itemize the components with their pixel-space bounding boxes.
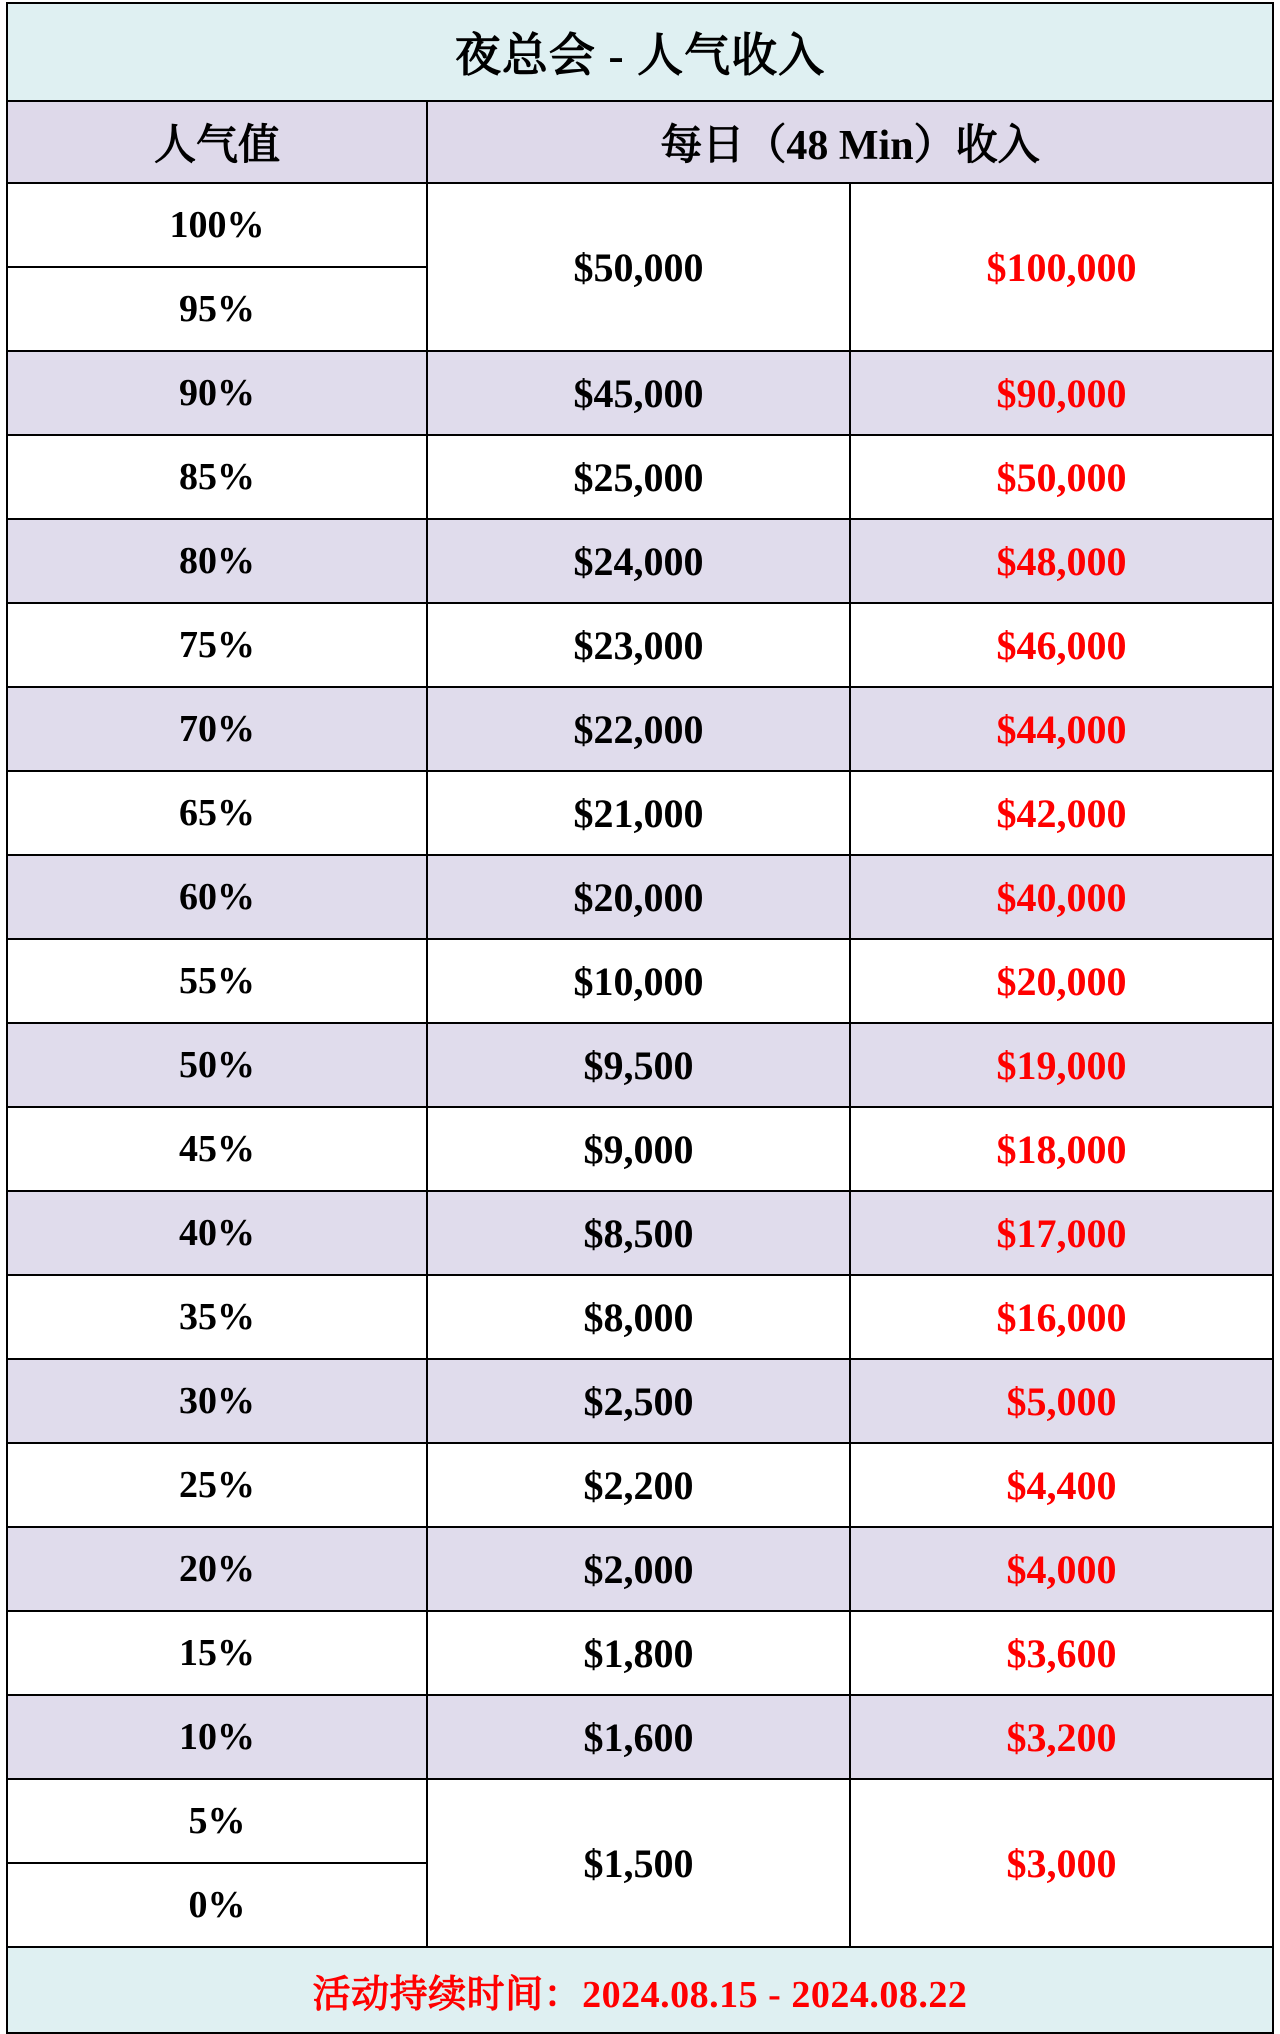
- table-row: [7, 1527, 1273, 1611]
- double-value: $50,000: [850, 435, 1273, 519]
- daily-value: $45,000: [427, 351, 850, 435]
- double-value: $40,000: [850, 855, 1273, 939]
- table-row: [7, 771, 1273, 855]
- table-row: [7, 1107, 1273, 1191]
- double-value: $3,600: [850, 1611, 1273, 1695]
- popularity-value: 50%: [7, 1023, 427, 1107]
- footer-row: [7, 1947, 1273, 2033]
- popularity-value: 40%: [7, 1191, 427, 1275]
- popularity-value: 30%: [7, 1359, 427, 1443]
- column-header-popularity: 人气值: [7, 101, 427, 183]
- popularity-value: 10%: [7, 1695, 427, 1779]
- double-value: $48,000: [850, 519, 1273, 603]
- double-value: $5,000: [850, 1359, 1273, 1443]
- popularity-value: 20%: [7, 1527, 427, 1611]
- nightclub-income-sheet: [0, 2, 1280, 2034]
- popularity-value: 75%: [7, 603, 427, 687]
- daily-value: $23,000: [427, 603, 850, 687]
- popularity-value: 95%: [7, 267, 427, 351]
- double-value: $90,000: [850, 351, 1273, 435]
- popularity-value: 15%: [7, 1611, 427, 1695]
- table-row: [7, 1191, 1273, 1275]
- popularity-value: 100%: [7, 183, 427, 267]
- table-row: [7, 1275, 1273, 1359]
- table-row: [7, 1695, 1273, 1779]
- daily-value: $8,000: [427, 1275, 850, 1359]
- double-value: $16,000: [850, 1275, 1273, 1359]
- column-header-daily: 每日（48 Min）收入: [427, 101, 1273, 183]
- popularity-value: 45%: [7, 1107, 427, 1191]
- daily-value: $2,200: [427, 1443, 850, 1527]
- daily-value: $2,000: [427, 1527, 850, 1611]
- daily-value: $50,000: [427, 183, 850, 351]
- table-row: [7, 1359, 1273, 1443]
- table-row: [7, 183, 1273, 267]
- popularity-value: 35%: [7, 1275, 427, 1359]
- daily-value: $22,000: [427, 687, 850, 771]
- double-value: $19,000: [850, 1023, 1273, 1107]
- popularity-value: 70%: [7, 687, 427, 771]
- popularity-value: 80%: [7, 519, 427, 603]
- table-row: [7, 939, 1273, 1023]
- double-value: $4,000: [850, 1527, 1273, 1611]
- table-row: [7, 1443, 1273, 1527]
- daily-value: $25,000: [427, 435, 850, 519]
- popularity-value: 85%: [7, 435, 427, 519]
- header-row: [7, 101, 1273, 183]
- page-title: 夜总会 - 人气收入: [7, 3, 1273, 101]
- double-value: $18,000: [850, 1107, 1273, 1191]
- table-row: [7, 519, 1273, 603]
- double-value: $17,000: [850, 1191, 1273, 1275]
- table-row: [7, 603, 1273, 687]
- popularity-value: 0%: [7, 1863, 427, 1947]
- table-row: [7, 351, 1273, 435]
- daily-value: $10,000: [427, 939, 850, 1023]
- table-body: [7, 3, 1273, 2033]
- daily-value: $21,000: [427, 771, 850, 855]
- income-table: [6, 2, 1274, 2034]
- daily-value: $8,500: [427, 1191, 850, 1275]
- daily-value: $20,000: [427, 855, 850, 939]
- popularity-value: 55%: [7, 939, 427, 1023]
- popularity-value: 60%: [7, 855, 427, 939]
- popularity-value: 90%: [7, 351, 427, 435]
- table-row: [7, 855, 1273, 939]
- table-row: [7, 1779, 1273, 1863]
- double-value: $3,000: [850, 1779, 1273, 1947]
- double-value: $4,400: [850, 1443, 1273, 1527]
- table-row: [7, 1611, 1273, 1695]
- table-row: [7, 435, 1273, 519]
- popularity-value: 25%: [7, 1443, 427, 1527]
- daily-value: $1,500: [427, 1779, 850, 1947]
- table-row: [7, 687, 1273, 771]
- table-row: [7, 1023, 1273, 1107]
- popularity-value: 5%: [7, 1779, 427, 1863]
- daily-value: $1,600: [427, 1695, 850, 1779]
- title-row: [7, 3, 1273, 101]
- event-duration-note: 活动持续时间：2024.08.15 - 2024.08.22: [7, 1947, 1273, 2033]
- daily-value: $2,500: [427, 1359, 850, 1443]
- daily-value: $1,800: [427, 1611, 850, 1695]
- double-value: $100,000: [850, 183, 1273, 351]
- double-value: $42,000: [850, 771, 1273, 855]
- daily-value: $9,500: [427, 1023, 850, 1107]
- popularity-value: 65%: [7, 771, 427, 855]
- daily-value: $24,000: [427, 519, 850, 603]
- double-value: $20,000: [850, 939, 1273, 1023]
- daily-value: $9,000: [427, 1107, 850, 1191]
- double-value: $44,000: [850, 687, 1273, 771]
- double-value: $46,000: [850, 603, 1273, 687]
- double-value: $3,200: [850, 1695, 1273, 1779]
